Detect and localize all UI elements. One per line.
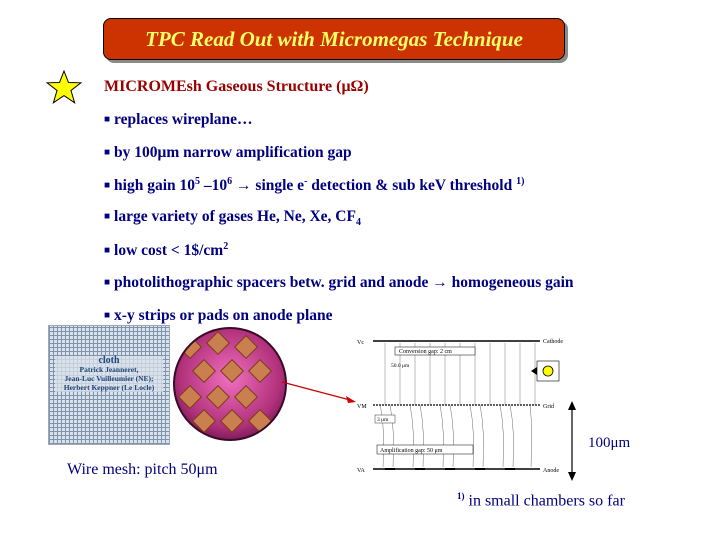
bullet-1: ■ replaces wireplane… (104, 111, 253, 128)
diagram-anode: Anode (543, 468, 559, 474)
bullet-2: ■ by 100μm narrow amplification gap (104, 144, 352, 161)
bullet-5: ■ low $\cos t < 1\$/cm^2$ (104, 241, 229, 260)
diagram-vm: VM (357, 404, 367, 410)
diagram-amp-gap: Amplification gap: 50 μm (380, 448, 443, 454)
micromegas-diagram (355, 335, 570, 477)
mesh-caption: Wire mesh: pitch 50μm (67, 461, 218, 478)
gap-label: 100μm (588, 435, 631, 451)
bullet-6: ■ photolithographic spacers betw. grid and anode → homogeneous gain (104, 274, 574, 291)
diagram-vc: Vc (357, 340, 364, 346)
diagram-cathode: Cathode (543, 339, 563, 345)
cloth-caption: cloth Patrick Jeanneret, Jean-Luc Vuilleumier (NE); Herbert Keppner (Le Locle) (55, 356, 163, 392)
title-banner (103, 18, 565, 60)
bullet-7: ■ x-y strips or pads on anode plane (104, 307, 333, 324)
star-icon (46, 70, 82, 104)
section-heading: MICROMEsh Gaseous Structure (μΩ) (104, 78, 369, 95)
diagram-conv-gap: Conversion gap: 2 cm (399, 349, 452, 355)
diagram-pitch: 50.0 μm (391, 363, 410, 369)
mesh-micrograph (170, 325, 290, 443)
diagram-grid: Grid (543, 404, 554, 410)
cloth-photo (48, 325, 170, 445)
pointer-arrow (282, 382, 350, 400)
footnote: $^{1)}$ in small chambers so far (457, 491, 625, 510)
diagram-va: VA (357, 468, 365, 474)
slide-title: TPC Read Out with Micromegas Technique (145, 27, 523, 51)
bullet-4: ■ large variety of gases He, Ne, Xe, $CF_4$ (104, 208, 361, 229)
bullet-3: ■ high gain $10^5$ $-10^6$ → single e- detection & sub keV threshold $^{1)}$ (104, 176, 525, 195)
diagram-small: 3 μm (377, 417, 389, 423)
